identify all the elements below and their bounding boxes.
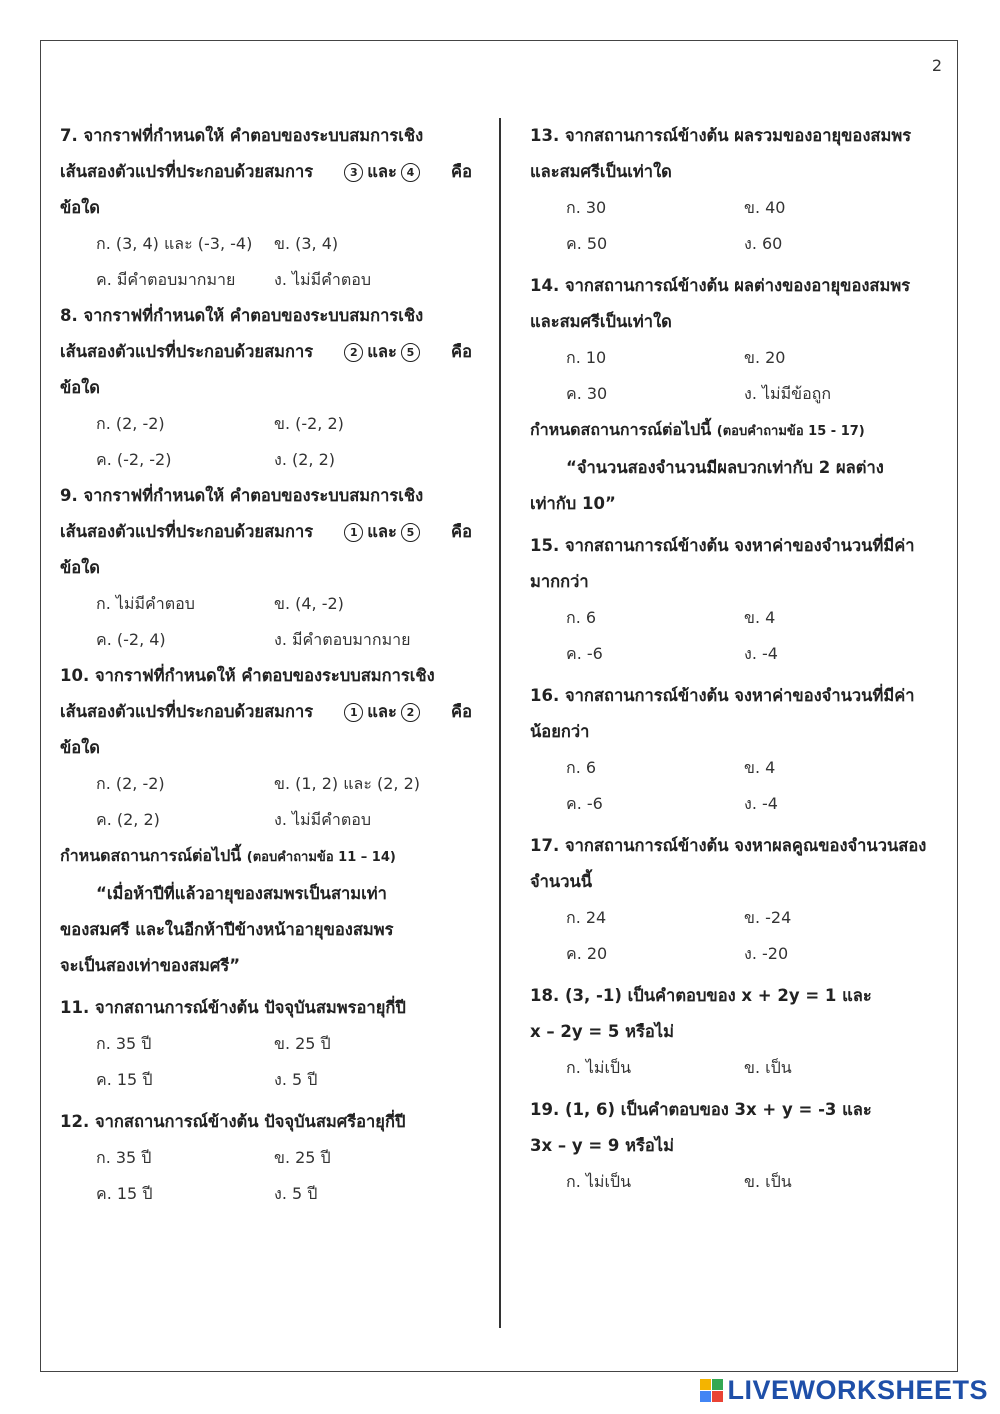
equation-circle-2: 2 — [401, 703, 420, 722]
option[interactable]: ค. 30 — [566, 384, 608, 403]
logo-square — [700, 1391, 711, 1402]
option[interactable]: ค. 50 — [566, 234, 608, 253]
question-19: 19. (1, 6) เป็นคำตอบของ 3x + y = -3 และ 3x – y = 9 หรือไม่ — [530, 1100, 872, 1155]
option[interactable]: ค. 20 — [566, 944, 608, 963]
options-17 — [566, 900, 942, 972]
option[interactable]: ค. (-2, -2) — [96, 450, 172, 469]
option[interactable]: ง. -20 — [744, 944, 789, 963]
option[interactable]: ค. 15 ปี — [96, 1070, 153, 1089]
option[interactable]: ข. 25 ปี — [274, 1148, 331, 1167]
options-9 — [96, 586, 472, 658]
option[interactable]: ง. -4 — [744, 794, 778, 813]
question-12: 12. จากสถานการณ์ข้างต้น ปัจจุบันสมศรีอายุกี่ปี — [60, 1112, 406, 1131]
scenario-text: “เมื่อห้าปีที่แล้วอายุของสมพรเป็นสามเท่า ของสมศรี และในอีกห้าปีข้างหน้าอายุของสมพร จะเป็นสองเท่าของสมศรี” — [60, 884, 394, 975]
logo-square — [712, 1391, 723, 1402]
logo-mark-icon — [700, 1379, 723, 1402]
scenario-heading: กำหนดสถานการณ์ต่อไปนี้ (ตอบคำถามข้อ 11 – 14) — [60, 846, 396, 865]
option[interactable]: ก. ไม่เป็น — [566, 1058, 632, 1077]
option[interactable]: ข. (1, 2) และ (2, 2) — [274, 774, 421, 793]
option[interactable]: ก. (2, -2) — [96, 774, 165, 793]
option[interactable]: ข. (-2, 2) — [274, 414, 344, 433]
equation-circle-1: 1 — [344, 703, 363, 722]
options-10 — [96, 766, 472, 838]
option[interactable]: ง. -4 — [744, 644, 778, 663]
option[interactable]: ค. มีคำตอบมากมาย — [96, 270, 236, 289]
option[interactable]: ข. -24 — [744, 908, 792, 927]
option[interactable]: ง. ไม่มีคำตอบ — [274, 270, 371, 289]
question-16: 16. จากสถานการณ์ข้างต้น จงหาค่าของจำนวนที่มีค่า น้อยกว่า — [530, 686, 915, 741]
equation-circle-5: 5 — [401, 343, 420, 362]
question-17: 17. จากสถานการณ์ข้างต้น จงหาผลคูณของจำนวนสอง จำนวนนี้ — [530, 836, 927, 891]
option[interactable]: ก. (2, -2) — [96, 414, 165, 433]
option[interactable]: ก. 30 — [566, 198, 607, 217]
options-19 — [566, 1164, 942, 1200]
liveworksheets-logo[interactable] — [700, 1372, 988, 1408]
options-18 — [566, 1050, 942, 1086]
option[interactable]: ก. 6 — [566, 608, 597, 627]
question-8: 8. จากราฟที่กำหนดให้ คำตอบของระบบสมการเชิง เส้นสองตัวแปรที่ประกอบด้วยสมการ 2 และ 5 คือ ข้อใด — [60, 306, 472, 397]
option[interactable]: ข. 4 — [744, 758, 776, 777]
scenario-heading: กำหนดสถานการณ์ต่อไปนี้ (ตอบคำถามข้อ 15 - 17) — [530, 420, 865, 439]
question-9: 9. จากราฟที่กำหนดให้ คำตอบของระบบสมการเชิง เส้นสองตัวแปรที่ประกอบด้วยสมการ 1 และ 5 คือ ข้อใด — [60, 486, 472, 577]
option[interactable]: ง. (2, 2) — [274, 450, 335, 469]
option[interactable]: ง. ไม่มีคำตอบ — [274, 810, 371, 829]
option[interactable]: ข. (4, -2) — [274, 594, 344, 613]
options-11 — [96, 1026, 472, 1098]
left-column — [60, 118, 472, 1212]
option[interactable]: ก. 35 ปี — [96, 1034, 152, 1053]
question-15: 15. จากสถานการณ์ข้างต้น จงหาค่าของจำนวนที่มีค่า มากกว่า — [530, 536, 915, 591]
equation-circle-5: 5 — [401, 523, 420, 542]
question-14: 14. จากสถานการณ์ข้างต้น ผลต่างของอายุของสมพร และสมศรีเป็นเท่าใด — [530, 276, 911, 331]
logo-square — [700, 1379, 711, 1390]
option[interactable]: ง. 5 ปี — [274, 1070, 318, 1089]
option[interactable]: ก. 24 — [566, 908, 607, 927]
options-12 — [96, 1140, 472, 1212]
column-divider — [499, 118, 501, 1328]
option[interactable]: ข. 25 ปี — [274, 1034, 331, 1053]
right-column — [530, 118, 942, 1200]
question-10: 10. จากราฟที่กำหนดให้ คำตอบของระบบสมการเชิง เส้นสองตัวแปรที่ประกอบด้วยสมการ 1 และ 2 คือ ข้อใด — [60, 666, 472, 757]
options-13 — [566, 190, 942, 262]
option[interactable]: ก. (3, 4) และ (-3, -4) — [96, 234, 253, 253]
page-number: 2 — [931, 56, 942, 75]
option[interactable]: ข. 20 — [744, 348, 786, 367]
option[interactable]: ค. (-2, 4) — [96, 630, 166, 649]
option[interactable]: ก. ไม่มีคำตอบ — [96, 594, 195, 613]
equation-circle-1: 1 — [344, 523, 363, 542]
option[interactable]: ข. 40 — [744, 198, 786, 217]
logo-square — [712, 1379, 723, 1390]
option[interactable]: ข. เป็น — [744, 1172, 792, 1191]
option[interactable]: ง. ไม่มีข้อถูก — [744, 384, 832, 403]
question-18: 18. (3, -1) เป็นคำตอบของ x + 2y = 1 และ x – 2y = 5 หรือไม่ — [530, 986, 872, 1041]
equation-circle-2: 2 — [344, 343, 363, 362]
option[interactable]: ก. 6 — [566, 758, 597, 777]
option[interactable]: ข. เป็น — [744, 1058, 792, 1077]
option[interactable]: ก. 10 — [566, 348, 607, 367]
option[interactable]: ก. 35 ปี — [96, 1148, 152, 1167]
option[interactable]: ข. (3, 4) — [274, 234, 339, 253]
option[interactable]: ก. ไม่เป็น — [566, 1172, 632, 1191]
options-7 — [96, 226, 472, 298]
option[interactable]: ข. 4 — [744, 608, 776, 627]
equation-circle-3: 3 — [344, 163, 363, 182]
option[interactable]: ง. 5 ปี — [274, 1184, 318, 1203]
options-14 — [566, 340, 942, 412]
option[interactable]: ง. 60 — [744, 234, 783, 253]
question-11: 11. จากสถานการณ์ข้างต้น ปัจจุบันสมพรอายุกี่ปี — [60, 998, 406, 1017]
question-13: 13. จากสถานการณ์ข้างต้น ผลรวมของอายุของสมพร และสมศรีเป็นเท่าใด — [530, 126, 912, 181]
option[interactable]: ค. 15 ปี — [96, 1184, 153, 1203]
option[interactable]: ง. มีคำตอบมากมาย — [274, 630, 411, 649]
logo-text: LIVEWORKSHEETS — [727, 1374, 988, 1405]
options-8 — [96, 406, 472, 478]
option[interactable]: ค. -6 — [566, 794, 603, 813]
equation-circle-4: 4 — [401, 163, 420, 182]
options-16 — [566, 750, 942, 822]
option[interactable]: ค. -6 — [566, 644, 603, 663]
option[interactable]: ค. (2, 2) — [96, 810, 160, 829]
options-15 — [566, 600, 942, 672]
question-7: 7. จากราฟที่กำหนดให้ คำตอบของระบบสมการเชิง เส้นสองตัวแปรที่ประกอบด้วยสมการ 3 และ 4 คือ ข้อใด — [60, 126, 472, 217]
scenario-text: “จำนวนสองจำนวนมีผลบวกเท่ากับ 2 ผลต่าง เท่ากับ 10” — [530, 458, 884, 513]
